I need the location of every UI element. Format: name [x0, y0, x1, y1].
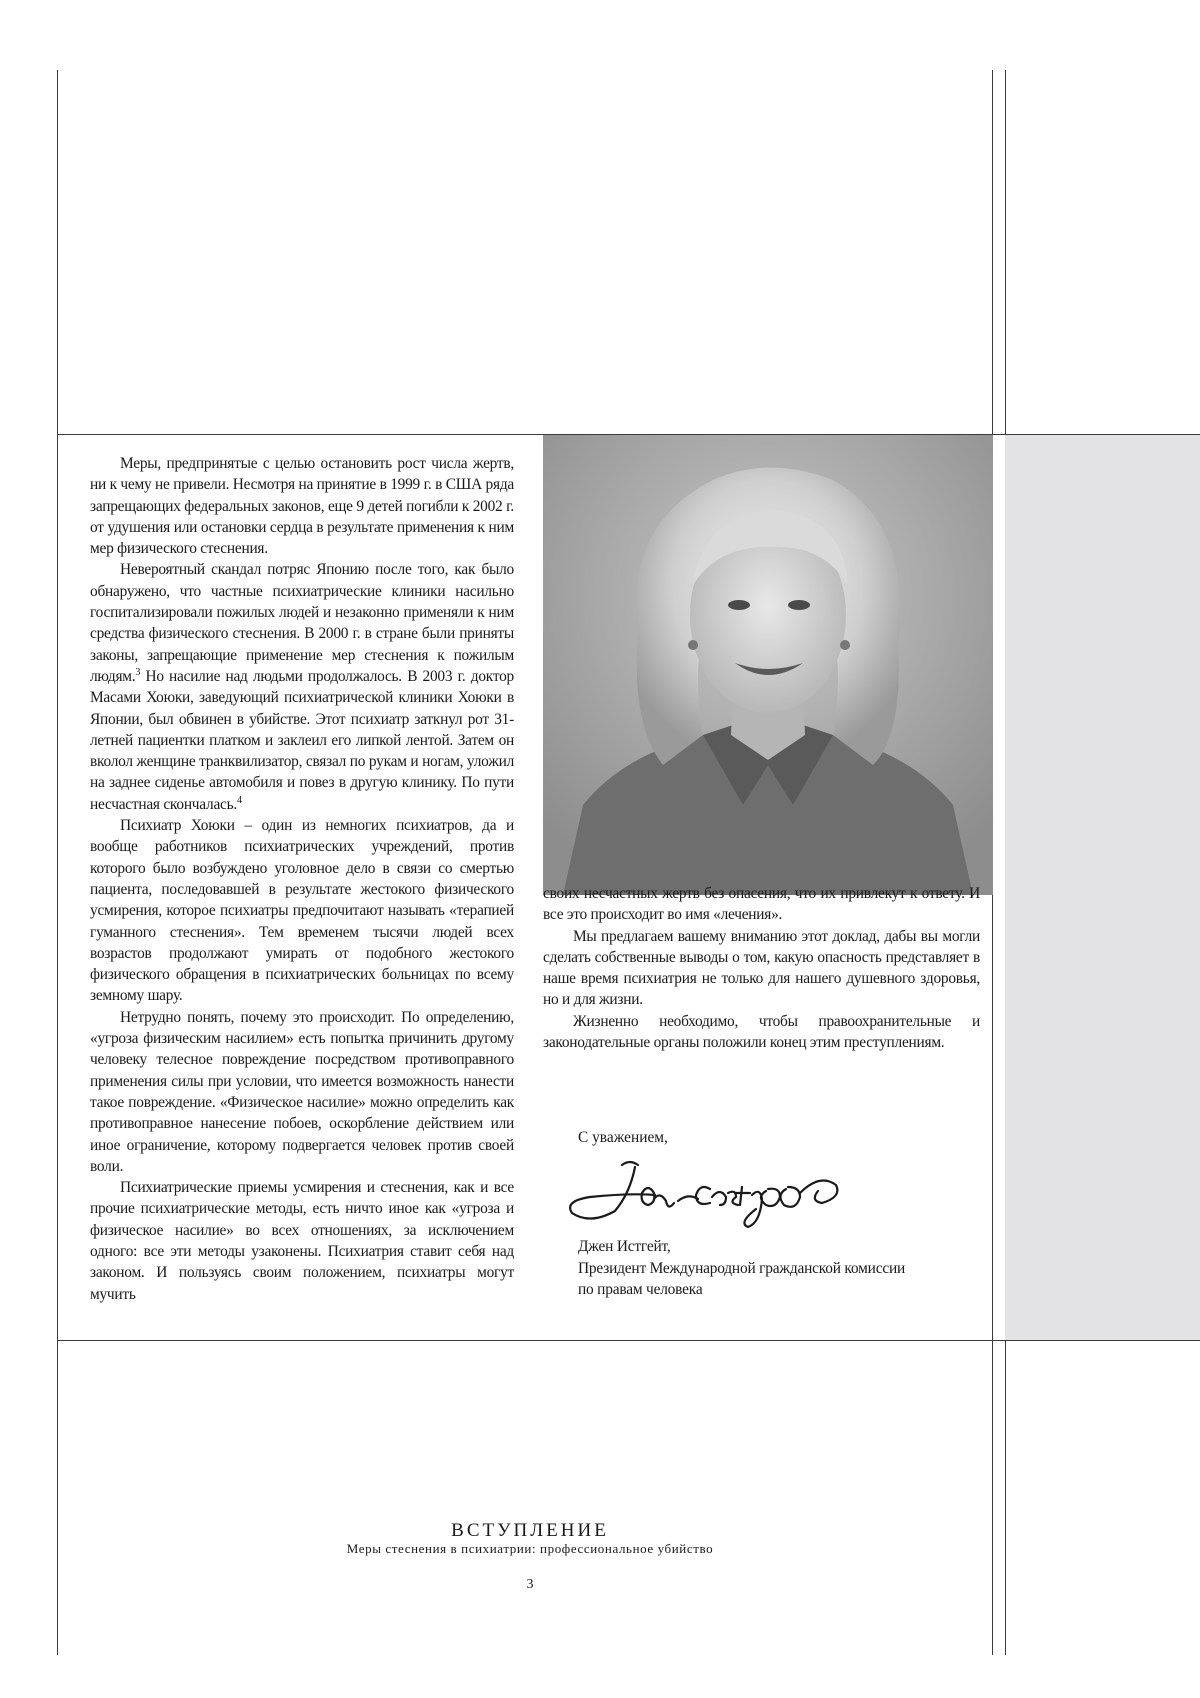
page-number: 3	[0, 1577, 1060, 1593]
portrait-illustration	[543, 435, 993, 895]
paragraph-5: Психиатрические приемы усмирения и стеснения, как и все прочие психиатрические методы, есть ничто иное как «угроза и физическое насилие» во всех отношениях, за исключением одного: все эти методы узаконены. Психиатрия ставит себя над законом. И пользуясь своим положением, психиатры могут мучить	[90, 1177, 514, 1305]
paragraph-3: Психиатр Хоюки – один из немногих психиатров, да и вообще работников психиатрических учреждений, против которого было возбуждено уголовное дело в связи со смертью пациента, последовавшей в результате жестокого физического усмирения, которое психиатры предпочитают называть «терапией гуманного стеснения». Тем временем тысячи людей всех возрастов продолжают умирать от подобного жестокого физического обращения в психиатрических больницах по всему земному шару.	[90, 815, 514, 1007]
paragraph-6: своих несчастных жертв без опасения, что их привлекут к ответу. И все это происходит во имя «лечения».	[543, 883, 980, 926]
footnote-ref-4: 4	[237, 795, 242, 806]
section-subtitle: Меры стеснения в психиатрии: профессиональное убийство	[0, 1541, 1060, 1557]
paragraph-2: Невероятный скандал потряс Японию после того, как было обнаружено, что частные психиатрические клиники насильно госпитализировали пожилых людей и незаконно применяли к ним средства физического стеснения. В 2000 г. в стране были приняты законы, запрещающие применение мер стеснения к пожилым людям.3 Но насилие над людьми продолжалось. В 2003 г. доктор Масами Хоюки, заведующий психиатрической клиники Хоюки в Японии, был обвинен в убийстве. Этот психиатр заткнул рот 31-летней пациентки платком и заклеил его липкой лентой. Затем он вколол женщине транквилизатор, связал по рукам и ногам, уложил на заднее сиденье автомобиля и повез в другую клинику. По пути несчастная скончалась.4	[90, 559, 514, 815]
signer-title-line-2: по правам человека	[578, 1279, 905, 1301]
left-margin-rule	[57, 70, 58, 1655]
right-text-column	[543, 883, 980, 1053]
portrait-photo	[543, 435, 993, 895]
paragraph-7: Мы предлагаем вашему вниманию этот доклад, дабы вы могли сделать собственные выводы о том, какую опасность представляет в наше время психиатрия не только для нашего душевного здоровья, но и для жизни.	[543, 926, 980, 1011]
paragraph-1: Меры, предпринятые с целью остановить рост числа жертв, ни к чему не привели. Несмотря на принятие в 1999 г. в США ряда запрещающих федеральных законов, еще 9 детей погибли к 2002 г. от удушения или остановки сердца в результате применения к ним мер физического стеснения.	[90, 453, 514, 559]
paragraph-8: Жизненно необходимо, чтобы правоохранительные и законодательные органы положили конец этим преступлениям.	[543, 1011, 980, 1054]
side-panel	[1005, 435, 1200, 1340]
bottom-content-rule	[57, 1340, 1200, 1341]
signer-name: Джен Истгейт,	[578, 1236, 905, 1258]
paragraph-4: Нетрудно понять, почему это происходит. По определению, «угроза физическим насилием» есть попытка причинить другому человеку телесное повреждение посредством противоправного применения силы при условии, что имеется возможность нанести такое повреждение. «Физическое насилие» можно определить как противоправное нанесение побоев, оскорбление действием или иное ограничение, которому подвергается человек против своей воли.	[90, 1007, 514, 1177]
left-text-column	[90, 453, 514, 1305]
signer-block	[578, 1236, 905, 1301]
signature	[560, 1153, 850, 1233]
signer-title-line-1: Президент Международной гражданской комиссии	[578, 1258, 905, 1280]
section-title: ВСТУПЛЕНИЕ	[0, 1520, 1060, 1542]
footnote-ref-3: 3	[135, 667, 140, 678]
closing-salutation: С уважением,	[578, 1127, 668, 1148]
